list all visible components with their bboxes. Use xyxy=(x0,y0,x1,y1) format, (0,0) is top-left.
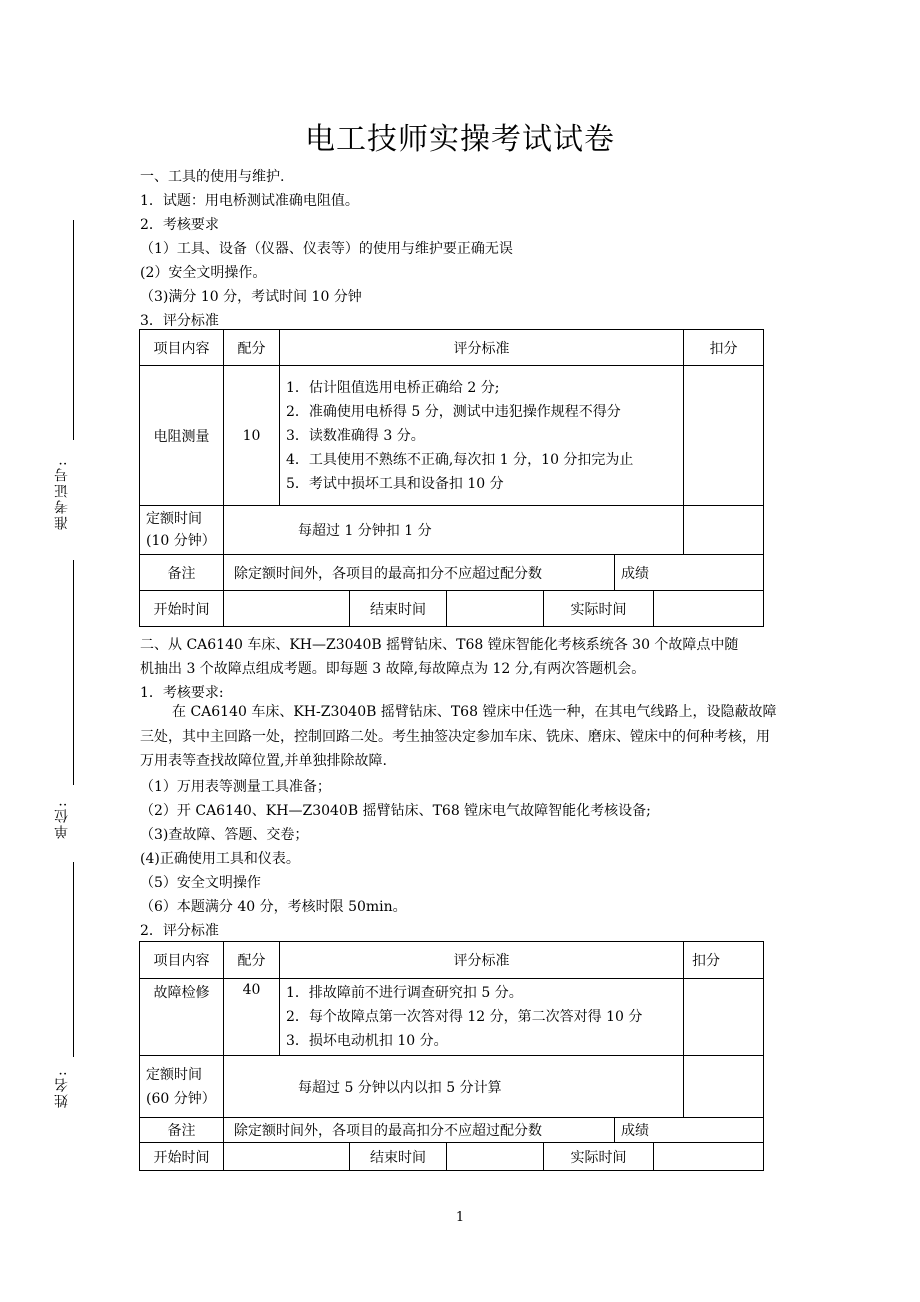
criteria-line: 2．每个故障点第一次答对得 12 分，第二次答对得 10 分 xyxy=(286,1009,643,1025)
table2-content-row xyxy=(140,979,764,1056)
page-number: 1 xyxy=(455,1210,465,1225)
header-criteria: 评分标准 xyxy=(280,942,684,979)
end-time-value xyxy=(447,1143,544,1171)
criteria-line: 2．准确使用电桥得 5 分，测试中违犯操作规程不得分 xyxy=(286,403,621,420)
section2-req2: （2）开 CA6140、KH—Z3040B 摇臂钻床、T68 镗床电气故障智能化考核设备; xyxy=(140,803,651,819)
section2-heading-line1: 二、从 CA6140 车床、KH—Z3040B 摇臂钻床、T68 镗床智能化考核系统各 30 个故障点中随 xyxy=(140,637,739,653)
description-text: 在 CA6140 车床、KH-Z3040B 摇臂钻床、T68 镗床中任选一种，在其电气线路上，设隐蔽故障三处，其中主回路一处，控制回路二处。考生抽签决定参加车床、铣床、磨床、镗床中的何种考核，用万用表等查找故障位置,并单独排除故障. xyxy=(140,704,777,769)
scoring-table-1 xyxy=(139,329,764,627)
section1-item2: 2．考核要求 xyxy=(140,217,219,233)
section2-item1: 1．考核要求: xyxy=(140,685,224,701)
start-time-label: 开始时间 xyxy=(140,591,224,627)
time-label-cell xyxy=(140,1056,224,1118)
exam-id-line xyxy=(73,220,74,440)
note-label: 备注 xyxy=(140,1118,224,1143)
start-time-label: 开始时间 xyxy=(140,1143,224,1171)
section2-req3: （3)查故障、答题、交卷； xyxy=(140,827,309,843)
time-label: 定额时间 xyxy=(146,511,202,527)
time-deduct-cell xyxy=(684,1056,764,1118)
section1-heading: 一、工具的使用与维护. xyxy=(140,169,285,185)
criteria-cell xyxy=(280,366,684,506)
header-deduct: 扣分 xyxy=(684,942,764,979)
criteria-line: 1．估计阻值选用电桥正确给 2 分; xyxy=(286,379,500,396)
unit-label: 单位: xyxy=(54,800,70,840)
deduct-cell xyxy=(684,366,764,506)
time-rule: 每超过 5 分钟以内以扣 5 分计算 xyxy=(224,1056,684,1118)
section1-req3: （3)满分 10 分，考试时间 10 分钟 xyxy=(140,289,362,305)
end-time-label: 结束时间 xyxy=(350,1143,447,1171)
actual-time-label: 实际时间 xyxy=(544,1143,654,1171)
section1-req1: （1）工具、设备（仪器、仪表等）的使用与维护要正确无误 xyxy=(140,241,513,257)
end-time-label: 结束时间 xyxy=(350,591,447,627)
row-score: 40 xyxy=(224,979,280,1056)
exam-id-label: 准考证号: xyxy=(54,459,70,531)
table2-time-record-row xyxy=(140,1143,764,1171)
section2-req4: (4)正确使用工具和仪表。 xyxy=(140,851,300,867)
time-label-minutes: (10 分钟） xyxy=(146,533,216,549)
page-title: 电工技师实操考试试卷 xyxy=(305,122,615,157)
note-text: 除定额时间外，各项目的最高扣分不应超过配分数 xyxy=(224,555,615,591)
table1-content-row xyxy=(140,366,764,506)
table1-note-row xyxy=(140,555,764,591)
time-rule: 每超过 1 分钟扣 1 分 xyxy=(224,506,684,555)
time-deduct-cell xyxy=(684,506,764,555)
row-item: 电阻测量 xyxy=(140,366,224,506)
table1-time-record-row xyxy=(140,591,764,627)
time-label-cell xyxy=(140,506,224,555)
criteria-line: 1．排故障前不进行调查研究扣 5 分。 xyxy=(286,985,523,1001)
note-label: 备注 xyxy=(140,555,224,591)
actual-time-value xyxy=(654,1143,764,1171)
start-time-value xyxy=(224,1143,350,1171)
section1-item1: 1．试题：用电桥测试准确电阻值。 xyxy=(140,193,359,209)
header-score: 配分 xyxy=(224,330,280,366)
name-line xyxy=(73,862,74,1057)
table1-header-row xyxy=(140,330,764,366)
actual-time-label: 实际时间 xyxy=(544,591,654,627)
time-label-minutes: (60 分钟） xyxy=(146,1090,216,1107)
section2-req1: （1）万用表等测量工具准备； xyxy=(140,779,331,795)
actual-time-value xyxy=(654,591,764,627)
table1-time-row xyxy=(140,506,764,555)
header-criteria: 评分标准 xyxy=(280,330,684,366)
section2-heading-line2: 机抽出 3 个故障点组成考题。即每题 3 故障,每故障点为 12 分,有两次答题机会。 xyxy=(140,661,646,677)
grade-label: 成绩 xyxy=(615,555,764,591)
section2-item2: 2．评分标准 xyxy=(140,923,219,939)
start-time-value xyxy=(224,591,350,627)
criteria-line: 3．读数准确得 3 分。 xyxy=(286,427,425,444)
header-item: 项目内容 xyxy=(140,330,224,366)
criteria-line: 5．考试中损坏工具和设备扣 10 分 xyxy=(286,475,504,492)
unit-line xyxy=(73,560,74,785)
section1-item3: 3．评分标准 xyxy=(140,313,219,329)
grade-label: 成绩 xyxy=(615,1118,764,1143)
header-deduct: 扣分 xyxy=(684,330,764,366)
row-score: 10 xyxy=(224,366,280,506)
note-text: 除定额时间外，各项目的最高扣分不应超过配分数 xyxy=(224,1118,615,1143)
header-item: 项目内容 xyxy=(140,942,224,979)
criteria-line: 4．工具使用不熟练不正确,每次扣 1 分，10 分扣完为止 xyxy=(286,451,634,468)
row-item: 故障检修 xyxy=(140,979,224,1056)
header-score: 配分 xyxy=(224,942,280,979)
table2-time-row xyxy=(140,1056,764,1118)
section2-description xyxy=(140,700,782,774)
section1-req2: (2）安全文明操作。 xyxy=(140,265,267,281)
name-label: 姓名: xyxy=(54,1069,70,1109)
table2-header-row xyxy=(140,942,764,979)
end-time-value xyxy=(447,591,544,627)
deduct-cell xyxy=(684,979,764,1056)
section2-req6: （6）本题满分 40 分，考核时限 50min。 xyxy=(140,899,407,915)
table2-note-row xyxy=(140,1118,764,1143)
time-label: 定额时间 xyxy=(146,1066,202,1083)
criteria-cell xyxy=(280,979,684,1056)
section2-req5: （5）安全文明操作 xyxy=(140,875,261,891)
scoring-table-2 xyxy=(139,941,764,1171)
criteria-line: 3．损坏电动机扣 10 分。 xyxy=(286,1033,448,1049)
